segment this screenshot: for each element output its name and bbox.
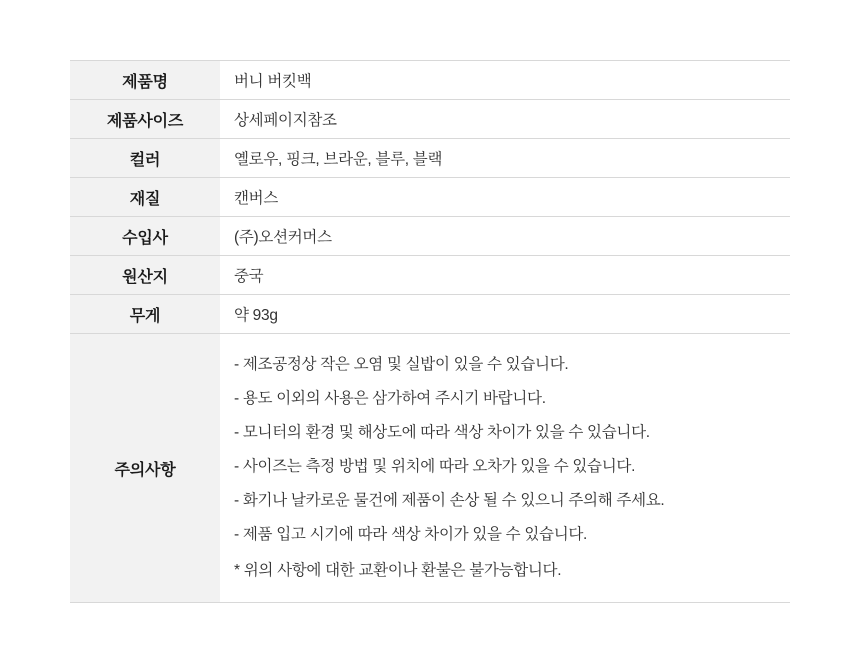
spec-label-importer: 수입사: [70, 217, 220, 256]
notice-line: - 제조공정상 작은 오염 및 실밥이 있을 수 있습니다.: [234, 356, 569, 373]
spec-value-importer: (주)오션커머스: [220, 217, 790, 256]
spec-value-material: 캔버스: [220, 178, 790, 217]
spec-label-material: 재질: [70, 178, 220, 217]
spec-value-product-size: 상세페이지참조: [220, 100, 790, 139]
table-row: [70, 61, 790, 100]
spec-table-body: [70, 61, 790, 603]
product-spec-table: [70, 60, 790, 603]
table-row: [70, 178, 790, 217]
table-row-notice: [70, 334, 790, 603]
spec-value-color: 옐로우, 핑크, 브라운, 블루, 블랙: [220, 139, 790, 178]
spec-value-product-name: 버니 버킷백: [220, 61, 790, 100]
table-row: [70, 139, 790, 178]
notice-line: - 사이즈는 측정 방법 및 위치에 따라 오차가 있을 수 있습니다.: [234, 458, 636, 475]
spec-label-color: 컬러: [70, 139, 220, 178]
spec-label-origin: 원산지: [70, 256, 220, 295]
table-row: [70, 256, 790, 295]
spec-value-origin: 중국: [220, 256, 790, 295]
spec-label-product-size: 제품사이즈: [70, 100, 220, 139]
table-row: [70, 100, 790, 139]
spec-value-notice: [220, 334, 790, 603]
notice-line: - 제품 입고 시기에 따라 색상 차이가 있을 수 있습니다.: [234, 526, 588, 543]
notice-line: - 화기나 날카로운 물건에 제품이 손상 될 수 있으니 주의해 주세요.: [234, 492, 665, 509]
spec-label-product-name: 제품명: [70, 61, 220, 100]
notice-line: - 용도 이외의 사용은 삼가하여 주시기 바랍니다.: [234, 390, 546, 407]
spec-label-weight: 무게: [70, 295, 220, 334]
table-row: [70, 217, 790, 256]
notice-line: - 모니터의 환경 및 해상도에 따라 색상 차이가 있을 수 있습니다.: [234, 424, 650, 441]
table-row: [70, 295, 790, 334]
spec-value-weight: 약 93g: [220, 295, 790, 334]
notice-line-disclaimer: * 위의 사항에 대한 교환이나 환불은 불가능합니다.: [234, 562, 562, 579]
spec-label-notice: 주의사항: [70, 334, 220, 603]
